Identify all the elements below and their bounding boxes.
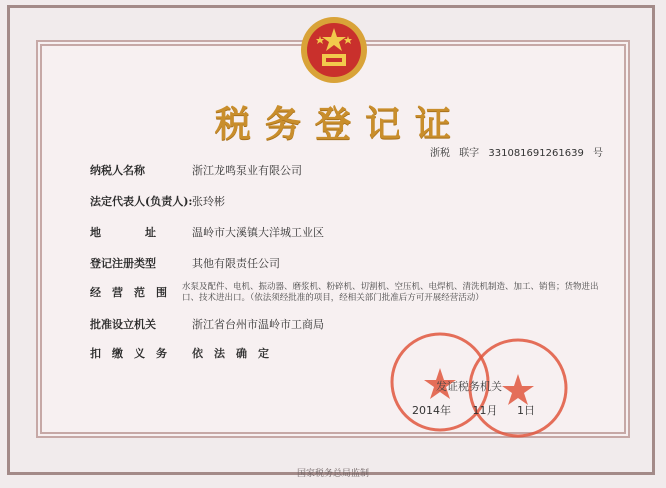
issue-day: 1日 [517, 404, 535, 417]
doc-prefix: 浙税 [430, 148, 450, 159]
field-label-withholding: 扣 缴 义 务 [90, 347, 167, 360]
field-label-business-scope: 经 营 范 围 [90, 286, 167, 299]
field-label-legal-rep: 法定代表人(负责人): [90, 195, 193, 208]
field-value-approval-authority: 浙江省台州市温岭市工商局 [192, 318, 324, 331]
field-value-business-scope: 水泵及配件、电机、振动器、磨浆机、粉碎机、切割机、空压机、电焊机、清洗机制造、加工、销售；货物进出口、技术进出口。（依法须经批准的项目，经相关部门批准后方可开展经营活动） [182, 282, 599, 303]
field-label-registration-type: 登记注册类型 [90, 257, 156, 270]
field-value-registration-type: 其他有限责任公司 [192, 257, 280, 270]
issuer-label: 发证税务机关 [436, 380, 502, 393]
issue-date [412, 402, 535, 418]
issue-month: 11月 [472, 404, 498, 417]
field-label-taxpayer: 纳税人名称 [90, 164, 145, 177]
field-value-withholding: 依 法 确 定 [192, 347, 269, 360]
field-value-legal-rep: 张玲彬 [192, 195, 225, 208]
national-emblem-icon [298, 14, 370, 86]
issue-year: 2014年 [412, 404, 451, 417]
field-value-taxpayer: 浙江龙鸣泵业有限公司 [192, 164, 302, 177]
footer-text: 国家税务总局监制 [296, 469, 369, 479]
field-label-approval-authority: 批准设立机关 [90, 318, 156, 331]
certificate-title: 税务登记证 [214, 103, 465, 145]
document-number [430, 144, 609, 159]
field-value-address: 温岭市大溪镇大洋城工业区 [192, 226, 324, 239]
doc-number: 331081691261639 [488, 148, 584, 159]
doc-middle: 联字 [459, 148, 480, 159]
doc-suffix: 号 [593, 148, 603, 159]
field-label-address: 地 址 [90, 226, 156, 239]
